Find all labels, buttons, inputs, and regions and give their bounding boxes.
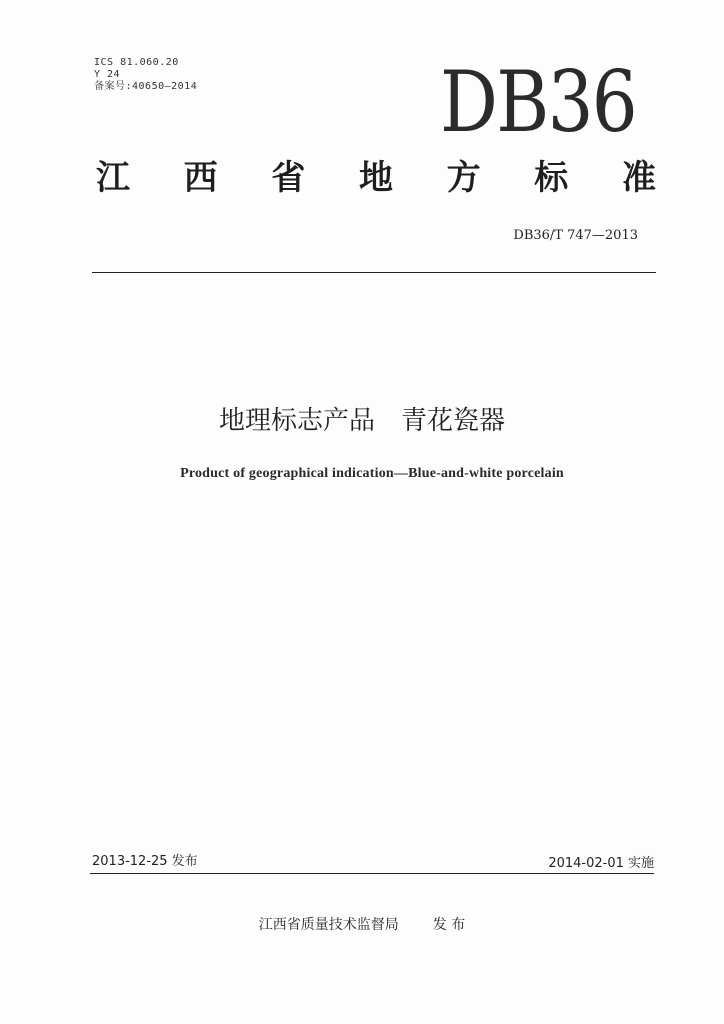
document-title-english: Product of geographical indication—Blue-and-white porcelain (180, 466, 564, 481)
standard-type-char: 西 (183, 158, 218, 198)
header-divider (92, 272, 656, 273)
standard-code-logo: DB36 (440, 53, 637, 151)
issuer-name: 江西省质量技术监督局 (258, 917, 399, 933)
ics-code: ICS 81.060.20 (94, 57, 179, 68)
class-code: Y 24 (94, 69, 121, 80)
footer-divider (90, 873, 654, 874)
standard-type-char: 方 (446, 158, 481, 198)
document-title-chinese: 地理标志产品 青花瓷器 (218, 406, 505, 436)
standard-type-heading (96, 158, 656, 198)
standard-type-char: 标 (534, 158, 569, 198)
issuer-line (0, 914, 724, 934)
standard-type-char: 地 (358, 158, 393, 198)
standard-type-char: 江 (96, 158, 130, 198)
issuer-action: 发 布 (432, 917, 466, 933)
standard-type-char: 准 (621, 158, 656, 198)
publish-date: 2013-12-25 发布 (92, 854, 198, 869)
filing-number: 备案号:40650—2014 (94, 81, 198, 92)
implement-date: 2014-02-01 实施 (548, 856, 654, 871)
standard-number: DB36/T 747—2013 (513, 228, 638, 243)
classification-block (94, 57, 197, 93)
standard-type-char: 省 (271, 158, 306, 198)
